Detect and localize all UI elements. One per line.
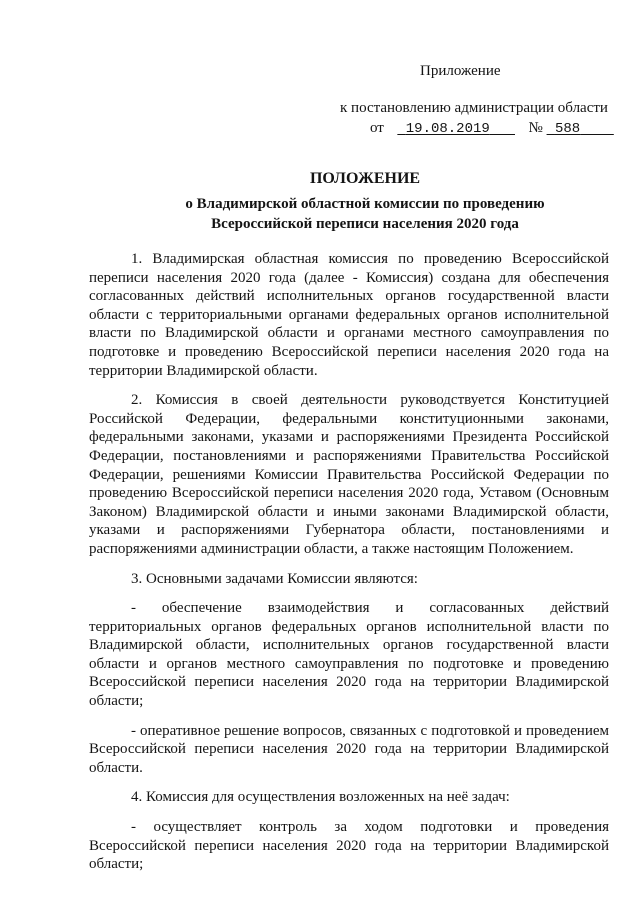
paragraph-2: 2. Комиссия в своей деятельности руководствуется Конституцией Российской Федерации, федеральными конституционными законами, федеральными законами, указами и распоряжениями Президента Российской Федерации, постановлениями и распоряжениями Правительства Российской Федерации, решениями Комиссии Правительства Российской Федерации по проведению Всероссийской переписи населения 2020 года, Уставом (Основным Законом) Владимирской области и иными законами Владимирской области, указами и распоряжениями Губернатора области, постановлениями и распоряжениями администрации области, а также настоящим Положением. [89, 392, 609, 557]
paragraph-task-2: - оперативное решение вопросов, связанных с подготовкой и проведением Всероссийской переписи населения 2020 года на территории Владимирской области. [89, 722, 609, 776]
paragraph-function-1: - осуществляет контроль за ходом подготовки и проведения Всероссийской переписи населения 2020 года на территории Владимирской области; [89, 819, 609, 873]
paragraph-task-1: - обеспечение взаимодействия и согласованных действий территориальных органов федеральных органов исполнительной власти по Владимирской области, исполнительных органов государственной власти области и органов местного самоуправления по подготовке и проведению Всероссийской переписи населения 2020 года на территории Владимирской области; [89, 600, 609, 710]
subtitle-line: о Владимирской областной комиссии по проведению [185, 196, 545, 212]
document-subtitle [0, 194, 640, 234]
appendix-label: Приложение [420, 63, 501, 79]
resolution-number: 588 [554, 121, 581, 137]
document-body [89, 250, 609, 874]
document-title: ПОЛОЖЕНИЕ [309, 170, 421, 187]
subtitle-line: Всероссийской переписи населения 2020 года [211, 216, 519, 232]
number-prefix: № [528, 120, 543, 136]
date-prefix: от [370, 120, 384, 136]
paragraph-4: 4. Комиссия для осуществления возложенных на неё задач: [131, 789, 510, 806]
paragraph-1: 1. Владимирская областная комиссия по проведению Всероссийской переписи населения 2020 года (далее - Комиссия) создана для обеспечения согласованных действий исполнительных органов государственной власти области с территориальными органами федеральных органов исполнительной власти по Владимирской области и органами местного самоуправления по подготовке и проведению Всероссийской переписи населения 2020 года на территории Владимирской области. [89, 251, 609, 379]
resolution-reference: к постановлению администрации области [340, 100, 608, 116]
date-number-line [370, 120, 614, 137]
paragraph-3: 3. Основными задачами Комиссии являются: [131, 570, 418, 587]
resolution-date: 19.08.2019 [405, 121, 490, 137]
